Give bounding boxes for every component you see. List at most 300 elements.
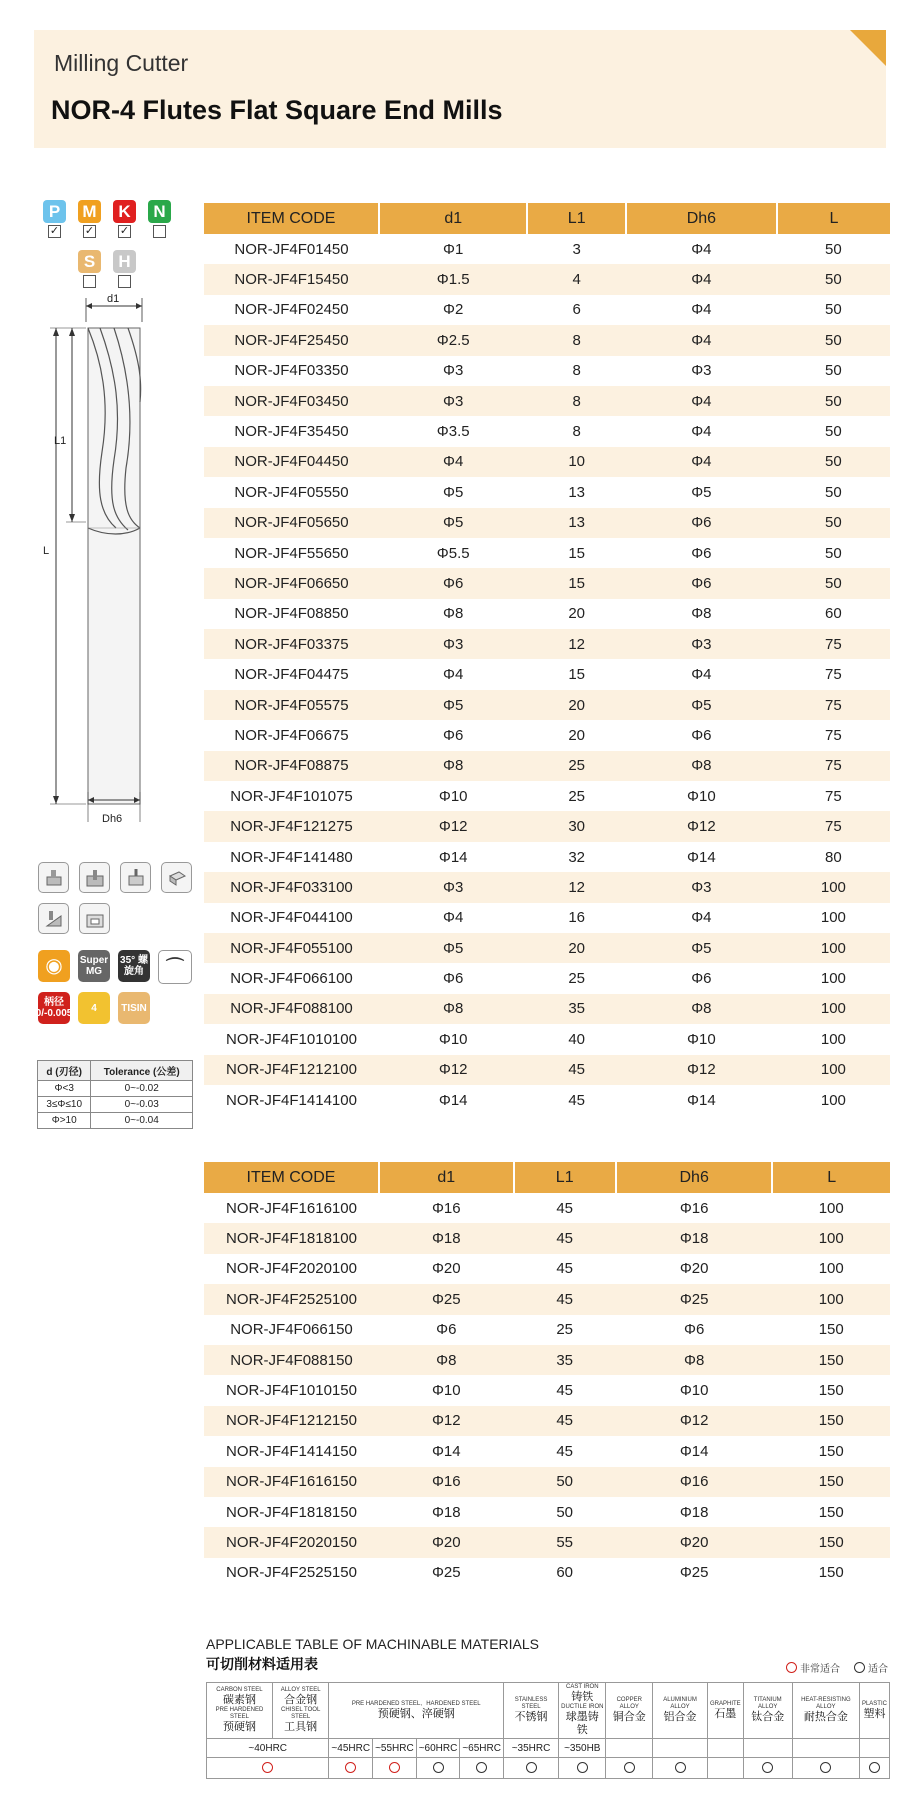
table-cell: NOR-JF4F06675 — [234, 726, 349, 744]
table-cell: Φ5 — [379, 690, 527, 720]
hardness-cell — [707, 1739, 743, 1758]
table-row — [204, 1055, 890, 1085]
table-cell: 20 — [527, 933, 626, 963]
table-row — [204, 994, 890, 1024]
table-row — [204, 1527, 890, 1557]
cutter-profile-icon: ⌒ — [158, 950, 192, 984]
table-cell: Φ4 — [443, 909, 464, 927]
material-group-header — [859, 1683, 889, 1739]
table-cell: 8 — [572, 423, 581, 441]
table-cell: Φ3 — [626, 629, 777, 659]
material-n — [147, 200, 172, 238]
table-cell: Φ1 — [443, 240, 464, 258]
material-group-cn1: 耐热合金 — [803, 1711, 848, 1723]
suitability-cell — [707, 1758, 743, 1779]
material-checkbox-s — [83, 275, 96, 288]
table-cell: Φ20 — [431, 1260, 461, 1278]
table-cell: Φ6 — [626, 568, 777, 598]
table-cell: 10 — [527, 447, 626, 477]
table-cell: Φ8 — [626, 994, 777, 1024]
table-cell: 15 — [568, 666, 586, 684]
table-row — [204, 751, 890, 781]
material-group-cn1: 合金钢 — [284, 1694, 318, 1706]
hardness-cell: ~40HRC — [207, 1739, 329, 1758]
table-row — [204, 1024, 890, 1054]
black-ring-icon — [675, 1762, 686, 1773]
side-milling-icon — [38, 862, 69, 893]
table-cell: 20 — [568, 605, 586, 623]
suitability-cell — [460, 1758, 504, 1779]
slotting-icon — [79, 862, 110, 893]
table-row — [204, 447, 890, 477]
material-badge-m: M — [78, 200, 101, 223]
face-milling-icon — [161, 862, 192, 893]
legend-suitable: 适合 — [854, 1660, 888, 1675]
material-group-cn1: 钛合金 — [751, 1711, 785, 1723]
table-cell: NOR-JF4F05575 — [204, 690, 379, 720]
table-cell: 100 — [777, 872, 890, 902]
table-cell: Φ3 — [691, 362, 712, 380]
material-checkbox-m: ✓ — [84, 225, 95, 237]
pocketing-icon — [79, 903, 110, 934]
table-row — [204, 659, 890, 689]
table-cell: 100 — [818, 1199, 844, 1217]
table-cell: 75 — [777, 751, 890, 781]
table-cell: NOR-JF4F1818100 — [204, 1223, 379, 1253]
tolerance-cell: 0~-0.02 — [91, 1081, 193, 1097]
black-ring-icon — [476, 1762, 487, 1773]
table-cell: Φ12 — [616, 1406, 773, 1436]
table-cell: NOR-JF4F35450 — [234, 423, 349, 441]
table-cell: 75 — [825, 666, 842, 684]
machinable-title-en: APPLICABLE TABLE OF MACHINABLE MATERIALS — [206, 1636, 539, 1652]
material-group-en1: COPPER ALLOY — [616, 1697, 642, 1710]
table-cell: Φ20 — [379, 1527, 514, 1557]
material-group-header — [743, 1683, 792, 1739]
header-banner — [34, 30, 886, 148]
material-group-cn1: 铜合金 — [612, 1711, 646, 1723]
table-row — [204, 1436, 890, 1466]
table-cell: NOR-JF4F1414100 — [226, 1091, 357, 1109]
tolerance-cell: 0~-0.03 — [91, 1097, 193, 1113]
tolerance-row — [38, 1097, 193, 1113]
table-cell: NOR-JF4F2525150 — [226, 1564, 357, 1582]
table-cell: 25 — [568, 970, 586, 988]
table-cell: 8 — [527, 386, 626, 416]
column-header-dh6: Dh6 — [616, 1162, 773, 1193]
category-subtitle: Milling Cutter — [54, 50, 189, 76]
table-cell: 35 — [527, 994, 626, 1024]
material-group-en1: HEAT-RESISTING ALLOY — [801, 1697, 851, 1710]
material-checkbox-p: ✓ — [49, 225, 60, 237]
black-ring-icon — [854, 1662, 865, 1673]
material-group-header — [559, 1683, 606, 1739]
table-cell: Φ3 — [626, 872, 777, 902]
table-row — [204, 264, 890, 294]
table-cell: NOR-JF4F1010150 — [226, 1382, 357, 1400]
table-cell: Φ12 — [379, 811, 527, 841]
table-cell: 50 — [825, 362, 842, 380]
table-cell: Φ6 — [684, 1321, 705, 1339]
material-h — [112, 250, 137, 288]
machinable-materials-table — [206, 1682, 890, 1779]
super-mg-icon: Super MG — [78, 950, 110, 982]
black-ring-icon — [624, 1762, 635, 1773]
l-label: L — [43, 545, 50, 557]
material-p — [42, 200, 67, 238]
table-row — [204, 842, 890, 872]
table-cell: Φ14 — [679, 1442, 709, 1460]
black-ring-icon — [869, 1762, 880, 1773]
ramping-icon — [38, 903, 69, 934]
table-cell: 25 — [556, 1321, 574, 1339]
material-group-header — [606, 1683, 653, 1739]
table-cell: 50 — [777, 386, 890, 416]
table-cell: NOR-JF4F02450 — [234, 301, 349, 319]
table-cell: NOR-JF4F2525100 — [204, 1284, 379, 1314]
table-cell: NOR-JF4F2020100 — [226, 1260, 357, 1278]
table-cell: NOR-JF4F066100 — [230, 970, 353, 988]
table-cell: 45 — [568, 1091, 586, 1109]
table-cell: Φ20 — [679, 1260, 709, 1278]
hardness-cell — [792, 1739, 859, 1758]
table-cell: 150 — [772, 1345, 890, 1375]
table-cell: Φ12 — [626, 1055, 777, 1085]
table-cell: Φ8 — [379, 994, 527, 1024]
table-cell: NOR-JF4F044100 — [230, 909, 353, 927]
table-cell: NOR-JF4F1212100 — [204, 1055, 379, 1085]
table-cell: 50 — [777, 447, 890, 477]
table-cell: Φ4 — [691, 301, 712, 319]
helix-icon: 35° 螺旋角 — [118, 950, 150, 982]
red-ring-icon — [786, 1662, 797, 1673]
table-row — [204, 1406, 890, 1436]
table-cell: NOR-JF4F141480 — [230, 848, 353, 866]
table-row — [204, 477, 890, 507]
table-row — [204, 629, 890, 659]
table-cell: Φ18 — [616, 1223, 773, 1253]
hardness-cell — [606, 1739, 653, 1758]
table-cell: Φ14 — [438, 848, 468, 866]
spec-icons — [35, 950, 198, 1024]
table-row — [204, 1254, 890, 1284]
table-row — [204, 933, 890, 963]
table-cell: 100 — [772, 1223, 890, 1253]
material-group-en1: PRE HARDENED STEEL、HARDENED STEEL — [351, 1700, 481, 1707]
material-badge-p: P — [43, 200, 66, 223]
material-badges-top — [42, 200, 172, 238]
black-ring-icon — [433, 1762, 444, 1773]
table-row — [204, 811, 890, 841]
material-group-header — [503, 1683, 558, 1739]
end-mill-drawing — [36, 292, 166, 840]
coating-icon: ◉ — [38, 950, 70, 982]
table-cell: Φ5.5 — [436, 544, 470, 562]
table-cell: 150 — [818, 1382, 844, 1400]
suitability-cell — [503, 1758, 558, 1779]
hardness-cell: ~65HRC — [460, 1739, 504, 1758]
table-row — [204, 1193, 890, 1223]
material-group-cn1: 不锈钢 — [514, 1711, 548, 1723]
table-cell: 75 — [777, 629, 890, 659]
material-checkbox-n — [153, 225, 166, 238]
table-cell: 8 — [527, 325, 626, 355]
table-cell: Φ5 — [626, 690, 777, 720]
operation-icons — [38, 862, 198, 934]
table-cell: Φ25 — [679, 1564, 709, 1582]
table-cell: 45 — [527, 1055, 626, 1085]
material-badge-h: H — [113, 250, 136, 273]
table-cell: 45 — [556, 1442, 574, 1460]
table-cell: 75 — [825, 787, 842, 805]
table-cell: Φ14 — [431, 1442, 461, 1460]
table-row — [204, 1345, 890, 1375]
black-ring-icon — [577, 1762, 588, 1773]
material-group-en1: GRAPHITE — [709, 1700, 741, 1707]
table-row — [204, 295, 890, 325]
hardness-cell: ~45HRC — [329, 1739, 373, 1758]
table-cell: 100 — [777, 933, 890, 963]
tolerance-row — [38, 1081, 193, 1097]
table-cell: Φ5 — [443, 483, 464, 501]
material-checkbox-h — [118, 275, 131, 288]
table-row — [204, 1467, 890, 1497]
table-cell: Φ5 — [626, 933, 777, 963]
table-cell: 8 — [572, 362, 581, 380]
table-cell: NOR-JF4F03375 — [204, 629, 379, 659]
table-cell: 75 — [777, 690, 890, 720]
table-row — [204, 781, 890, 811]
legend — [786, 1660, 888, 1675]
table-cell: 50 — [777, 264, 890, 294]
table-cell: NOR-JF4F08850 — [234, 605, 349, 623]
table-row — [204, 963, 890, 993]
table-cell: Φ6 — [436, 1321, 457, 1339]
product-table-1 — [204, 203, 890, 1115]
suitability-cell — [373, 1758, 417, 1779]
legend-very-suitable: 非常适合 — [786, 1660, 840, 1675]
table-cell: 100 — [772, 1284, 890, 1314]
dh6-label: Dh6 — [102, 813, 123, 825]
table-cell: 45 — [556, 1382, 574, 1400]
table-cell: 100 — [820, 909, 846, 927]
material-k — [112, 200, 137, 238]
table-cell: Φ10 — [438, 787, 468, 805]
material-m — [77, 200, 102, 238]
material-badges-bottom — [77, 250, 137, 288]
material-group-cn1: 碳素钢 — [222, 1694, 256, 1706]
suitability-cell — [416, 1758, 460, 1779]
tolerance-header-d: d (刃径) — [38, 1061, 91, 1081]
table-row — [204, 1375, 890, 1405]
table-cell: Φ16 — [431, 1199, 461, 1217]
table-cell: NOR-JF4F05650 — [204, 508, 379, 538]
table-cell: Φ6 — [443, 726, 464, 744]
tolerance-table — [37, 1060, 193, 1129]
table-cell: 80 — [825, 848, 842, 866]
table-cell: Φ4 — [379, 447, 527, 477]
table-row — [204, 1085, 890, 1115]
table-cell: Φ4 — [691, 666, 712, 684]
product-table-2 — [204, 1162, 890, 1588]
table-cell: 13 — [527, 508, 626, 538]
material-group-header — [707, 1683, 743, 1739]
table-cell: Φ6 — [626, 508, 777, 538]
material-group-en1: ALLOY STEEL — [280, 1687, 321, 1693]
material-s — [77, 250, 102, 288]
table-row — [204, 508, 890, 538]
material-group-header — [653, 1683, 708, 1739]
table-cell: Φ8 — [379, 1345, 514, 1375]
table-row — [204, 1497, 890, 1527]
table-cell: 13 — [568, 483, 586, 501]
table-cell: Φ25 — [431, 1564, 461, 1582]
table-cell: NOR-JF4F04450 — [204, 447, 379, 477]
table-row — [204, 1558, 890, 1588]
table-cell: 150 — [818, 1442, 844, 1460]
table-cell: 4 — [527, 264, 626, 294]
table-cell: Φ1.5 — [379, 264, 527, 294]
table-cell: NOR-JF4F1414150 — [226, 1442, 357, 1460]
table-cell: Φ25 — [616, 1284, 773, 1314]
table-cell: 50 — [825, 240, 842, 258]
material-group-en1: TITANIUM ALLOY — [753, 1697, 782, 1710]
table-cell: NOR-JF4F088150 — [204, 1345, 379, 1375]
table-row — [204, 568, 890, 598]
table-cell: Φ16 — [616, 1467, 773, 1497]
table-cell: Φ10 — [438, 1030, 468, 1048]
machinable-title-cn: 可切削材料适用表 — [206, 1656, 318, 1672]
table-cell: 50 — [825, 301, 842, 319]
table-cell: Φ4 — [626, 325, 777, 355]
material-group-cn2: 球墨铸铁 — [565, 1711, 599, 1736]
table-cell: 45 — [514, 1223, 616, 1253]
tolerance-header-tol: Tolerance (公差) — [91, 1061, 193, 1081]
table-cell: 45 — [514, 1284, 616, 1314]
hardness-cell — [743, 1739, 792, 1758]
material-group-en1: CARBON STEEL — [216, 1687, 263, 1693]
suitability-cell — [653, 1758, 708, 1779]
material-group-en1: PLASTIC — [861, 1700, 887, 1707]
red-ring-icon — [345, 1762, 356, 1773]
table-cell: NOR-JF4F05550 — [234, 483, 349, 501]
table-cell: 30 — [527, 811, 626, 841]
column-header-l1: L1 — [514, 1162, 616, 1193]
table-cell: Φ10 — [687, 787, 716, 805]
material-group-cn1: 铝合金 — [663, 1711, 697, 1723]
hardness-cell: ~55HRC — [373, 1739, 417, 1758]
table-cell: NOR-JF4F25450 — [204, 325, 379, 355]
table-cell: 55 — [514, 1527, 616, 1557]
table-cell: 150 — [818, 1503, 844, 1521]
table-cell: NOR-JF4F1212150 — [204, 1406, 379, 1436]
suitability-cell — [606, 1758, 653, 1779]
material-badge-n: N — [148, 200, 171, 223]
table-cell: 60 — [825, 605, 842, 623]
table-cell: Φ5 — [379, 933, 527, 963]
table-cell: Φ16 — [679, 1199, 709, 1217]
shank-tolerance-icon: 柄径 0/-0.005 — [38, 992, 70, 1024]
table-cell: Φ18 — [379, 1223, 514, 1253]
black-ring-icon — [526, 1762, 537, 1773]
suitability-cell — [329, 1758, 373, 1779]
table-cell: Φ14 — [687, 1091, 716, 1109]
table-cell: 60 — [556, 1564, 574, 1582]
table-cell: Φ8 — [379, 751, 527, 781]
table-cell: Φ16 — [379, 1467, 514, 1497]
red-ring-icon — [262, 1762, 273, 1773]
tolerance-cell: Φ<3 — [38, 1081, 91, 1097]
table-cell: Φ25 — [379, 1284, 514, 1314]
table-cell: Φ4 — [443, 666, 464, 684]
hardness-cell: ~60HRC — [416, 1739, 460, 1758]
table-cell: Φ2 — [443, 301, 464, 319]
table-cell: Φ10 — [687, 1030, 716, 1048]
suitability-cell — [792, 1758, 859, 1779]
table-row — [204, 872, 890, 902]
table-cell: 75 — [777, 811, 890, 841]
table-cell: Φ6 — [691, 726, 712, 744]
table-row — [204, 1223, 890, 1253]
table-cell: Φ8 — [691, 605, 712, 623]
material-checkbox-k: ✓ — [119, 225, 130, 237]
table-cell: Φ14 — [687, 848, 716, 866]
table-cell: NOR-JF4F04475 — [234, 666, 349, 684]
table-cell: Φ12 — [379, 1055, 527, 1085]
tolerance-row — [38, 1113, 193, 1129]
column-header-l1: L1 — [527, 203, 626, 234]
table-row — [204, 416, 890, 446]
table-cell: Φ20 — [616, 1527, 773, 1557]
table-cell: Φ6 — [691, 970, 712, 988]
table-cell: Φ6 — [443, 970, 464, 988]
hardness-cell — [859, 1739, 889, 1758]
table-cell: 25 — [527, 751, 626, 781]
table-row — [204, 1284, 890, 1314]
flute-count-icon: 4 — [78, 992, 110, 1024]
table-cell: 32 — [568, 848, 586, 866]
table-row — [204, 325, 890, 355]
table-cell: Φ10 — [679, 1382, 709, 1400]
table-cell: 75 — [825, 726, 842, 744]
table-row — [204, 1315, 890, 1345]
plunging-icon — [120, 862, 151, 893]
table-cell: 20 — [568, 726, 586, 744]
table-cell: NOR-JF4F121275 — [204, 811, 379, 841]
table-cell: 150 — [772, 1527, 890, 1557]
table-cell: Φ5 — [379, 508, 527, 538]
table-cell: NOR-JF4F2020150 — [204, 1527, 379, 1557]
table-cell: NOR-JF4F033100 — [204, 872, 379, 902]
table-cell: 45 — [556, 1199, 574, 1217]
table-cell: 45 — [556, 1260, 574, 1278]
table-cell: 50 — [825, 544, 842, 562]
column-header-l: L — [777, 203, 890, 234]
table-cell: NOR-JF4F01450 — [234, 240, 349, 258]
table-cell: 15 — [527, 568, 626, 598]
tolerance-cell: 0~-0.04 — [91, 1113, 193, 1129]
table-cell: NOR-JF4F06650 — [204, 568, 379, 598]
table-cell: 50 — [825, 483, 842, 501]
table-row — [204, 903, 890, 933]
table-cell: 12 — [527, 872, 626, 902]
d1-label: d1 — [107, 293, 120, 305]
material-group-en2: DUCTILE IRON — [561, 1704, 604, 1710]
table-row — [204, 538, 890, 568]
table-cell: 12 — [527, 629, 626, 659]
table-cell: 50 — [777, 325, 890, 355]
suitability-cell — [859, 1758, 889, 1779]
